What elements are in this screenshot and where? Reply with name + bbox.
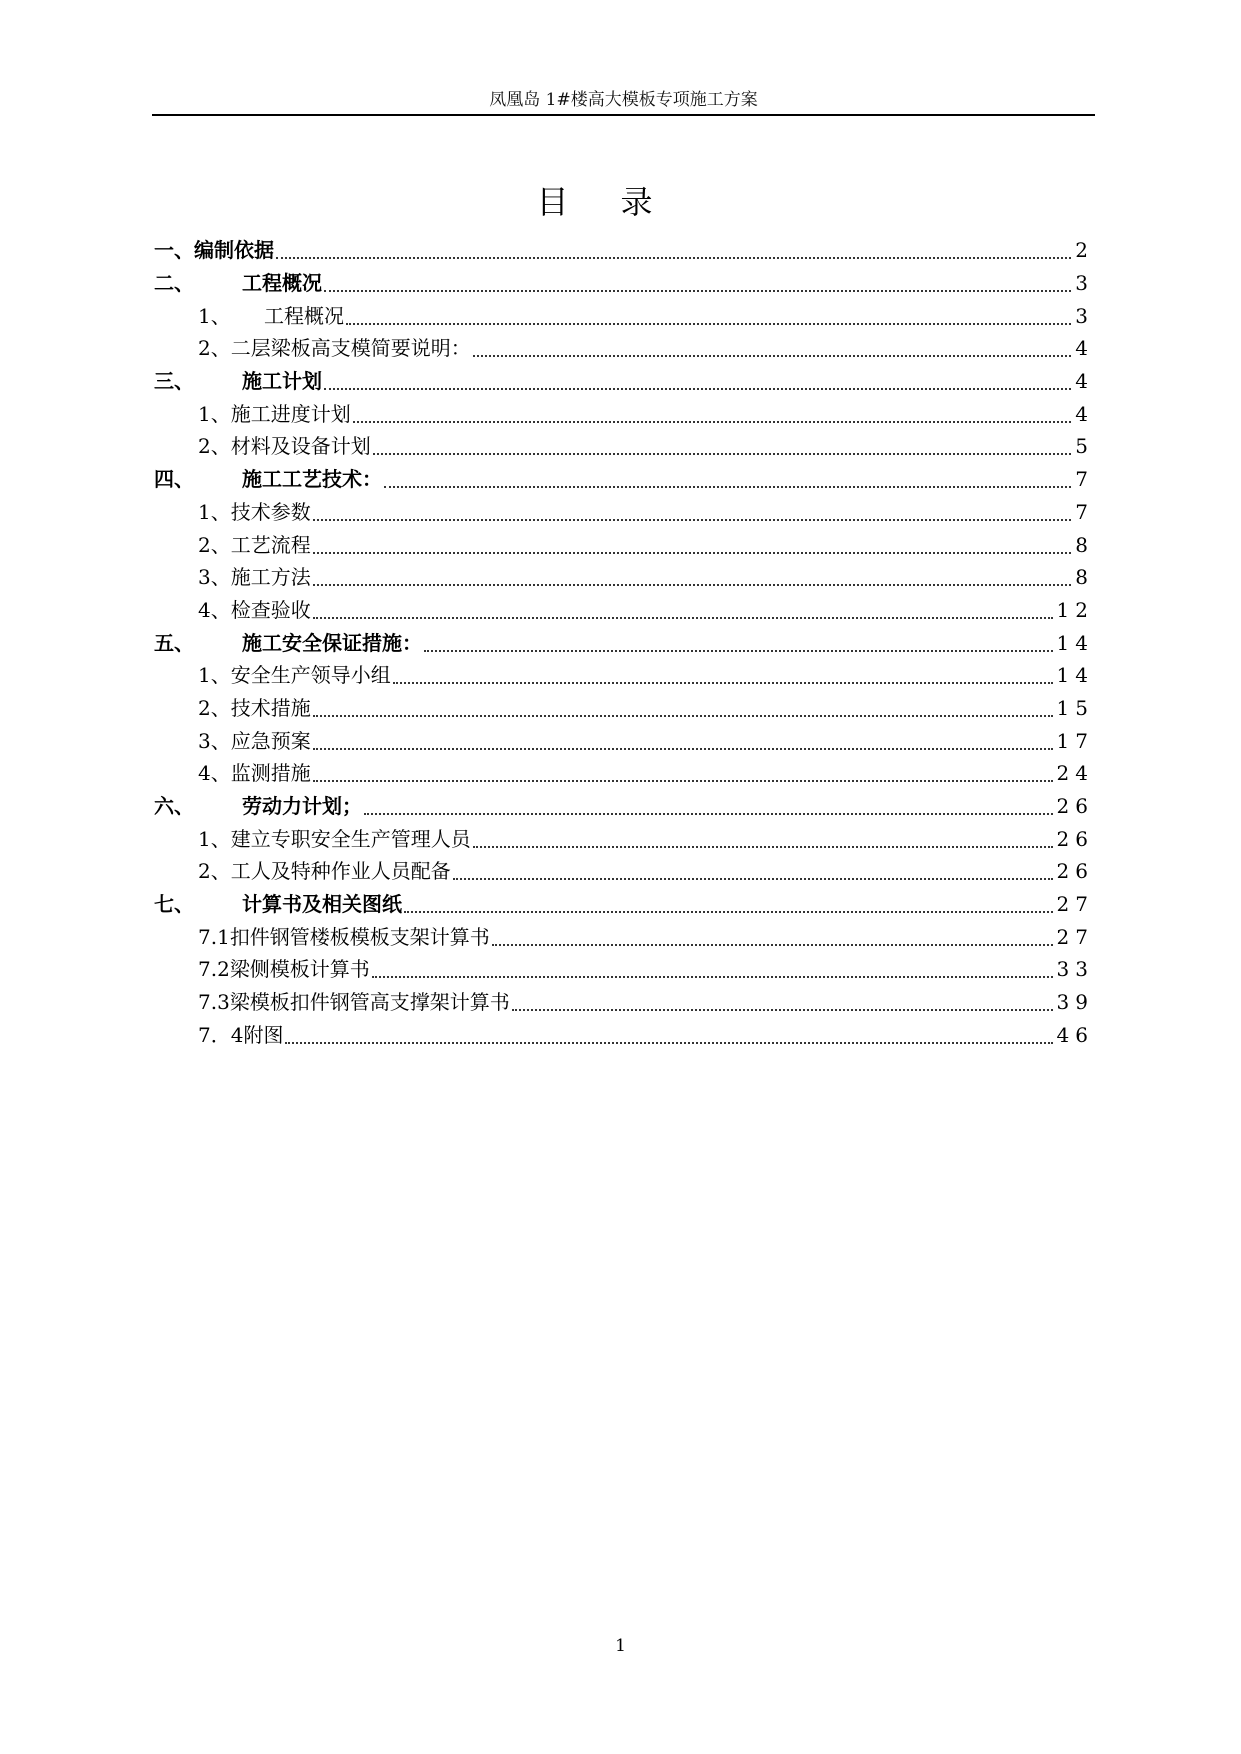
toc-entry-number: 3、 bbox=[198, 728, 231, 753]
toc-entry[interactable] bbox=[154, 626, 1094, 659]
toc-leader-dots bbox=[372, 964, 1053, 978]
toc-entry[interactable] bbox=[154, 234, 1094, 267]
toc-entry-label: 梁模板扣件钢管高支撑架计算书 bbox=[229, 990, 510, 1015]
toc-entry-number: 1、 bbox=[198, 499, 231, 524]
toc-entry-page: 27 bbox=[1056, 924, 1094, 949]
toc-entry[interactable] bbox=[154, 822, 1094, 855]
toc-entry-page: 7 bbox=[1075, 499, 1094, 524]
toc-entry[interactable] bbox=[154, 365, 1094, 398]
toc-entry[interactable] bbox=[154, 855, 1094, 888]
toc-entry-number: 4、 bbox=[198, 597, 231, 622]
toc-entry-label: 附图 bbox=[243, 1022, 284, 1047]
toc-entry[interactable] bbox=[154, 790, 1094, 823]
toc-entry-page: 46 bbox=[1056, 1022, 1094, 1047]
toc-leader-dots bbox=[424, 638, 1053, 652]
toc-leader-dots bbox=[384, 474, 1071, 488]
toc-entry-page: 4 bbox=[1075, 336, 1094, 361]
toc-entry-number: 7.2 bbox=[198, 957, 230, 982]
toc-leader-dots bbox=[473, 343, 1072, 357]
toc-entry[interactable] bbox=[154, 953, 1094, 986]
toc-leader-dots bbox=[404, 899, 1053, 913]
toc-entry-label: 安全生产领导小组 bbox=[230, 663, 391, 688]
toc-entry-page: 4 bbox=[1075, 401, 1094, 426]
toc-entry-page: 4 bbox=[1075, 369, 1094, 394]
toc-entry-label: 工艺流程 bbox=[230, 532, 311, 557]
header-rule bbox=[152, 114, 1095, 116]
toc-entry-label: 监测措施 bbox=[230, 761, 311, 786]
toc-entry[interactable] bbox=[154, 267, 1094, 300]
toc-entry-label: 工程概况 bbox=[264, 303, 344, 328]
toc-entry[interactable] bbox=[154, 692, 1094, 725]
toc-entry-page: 3 bbox=[1075, 303, 1094, 328]
toc-entry-label: 施工安全保证措施： bbox=[242, 630, 422, 655]
toc-entry[interactable] bbox=[154, 397, 1094, 430]
toc-leader-dots bbox=[313, 540, 1072, 554]
toc-entry-number: 2、 bbox=[198, 859, 231, 884]
toc-entry[interactable] bbox=[154, 430, 1094, 463]
toc-entry[interactable] bbox=[154, 888, 1094, 921]
toc-leader-dots bbox=[492, 932, 1053, 946]
toc-entry-page: 8 bbox=[1075, 532, 1094, 557]
toc-entry[interactable] bbox=[154, 920, 1094, 953]
toc-entry-page: 7 bbox=[1075, 467, 1094, 492]
toc-entry[interactable] bbox=[154, 299, 1094, 332]
toc-entry[interactable] bbox=[154, 561, 1094, 594]
toc-entry[interactable] bbox=[154, 463, 1094, 496]
toc-entry-page: 2 bbox=[1075, 238, 1094, 263]
toc-entry[interactable] bbox=[154, 496, 1094, 529]
toc-entry-number: 四、 bbox=[154, 467, 194, 492]
toc-leader-dots bbox=[373, 441, 1072, 455]
toc-leader-dots bbox=[285, 1030, 1052, 1044]
toc-entry-number: 2、 bbox=[198, 336, 231, 361]
toc-entry-label: 施工进度计划 bbox=[230, 401, 351, 426]
toc-entry-page: 27 bbox=[1056, 892, 1094, 917]
toc-leader-dots bbox=[313, 507, 1072, 521]
toc-entry-number: 7.3 bbox=[198, 990, 230, 1015]
toc-leader-dots bbox=[473, 834, 1053, 848]
toc-entry-number: 2、 bbox=[198, 532, 231, 557]
toc-leader-dots bbox=[324, 376, 1071, 390]
toc-entry-label: 劳动力计划； bbox=[242, 794, 362, 819]
toc-entry-page: 14 bbox=[1056, 630, 1094, 655]
toc-entry-label: 施工方法 bbox=[230, 565, 311, 590]
toc-entry-page: 26 bbox=[1056, 826, 1094, 851]
toc-entry-page: 17 bbox=[1056, 728, 1094, 753]
toc-entry-number: 1、 bbox=[198, 826, 231, 851]
toc-entry-number: 7.1 bbox=[198, 924, 230, 949]
toc-leader-dots bbox=[512, 997, 1053, 1011]
toc-entry-label: 工程概况 bbox=[242, 271, 322, 296]
toc-leader-dots bbox=[313, 572, 1072, 586]
toc-entry-page: 3 bbox=[1075, 271, 1094, 296]
toc-entry-number: 3、 bbox=[198, 565, 231, 590]
toc-entry-label: 梁侧模板计算书 bbox=[229, 957, 370, 982]
toc-entry-page: 14 bbox=[1056, 663, 1094, 688]
toc-entry[interactable] bbox=[154, 1019, 1094, 1052]
toc-leader-dots bbox=[324, 278, 1071, 292]
toc-entry-label: 二层梁板高支模简要说明： bbox=[230, 336, 471, 361]
toc-entry-label: 施工计划 bbox=[242, 369, 322, 394]
toc-entry-number: 2、 bbox=[198, 695, 231, 720]
toc-entry-page: 15 bbox=[1056, 695, 1094, 720]
toc-leader-dots bbox=[453, 866, 1053, 880]
toc-leader-dots bbox=[364, 801, 1053, 815]
toc-entry-page: 12 bbox=[1056, 597, 1094, 622]
toc-entry-page: 5 bbox=[1075, 434, 1094, 459]
toc-heading: 目录 bbox=[536, 183, 705, 221]
toc-entry-number: 一、 bbox=[154, 238, 194, 263]
toc-entry-page: 33 bbox=[1056, 957, 1094, 982]
toc-entry-label: 计算书及相关图纸 bbox=[242, 892, 402, 917]
toc-entry-number: 七、 bbox=[154, 892, 194, 917]
toc-entry-number: 1、 bbox=[198, 401, 231, 426]
toc-leader-dots bbox=[313, 736, 1053, 750]
toc-entry-number: 五、 bbox=[154, 630, 194, 655]
toc-entry-label: 技术参数 bbox=[230, 499, 311, 524]
toc-entry-label: 检查验收 bbox=[230, 597, 311, 622]
toc-entry[interactable] bbox=[154, 724, 1094, 757]
toc-entry-number: 1、 bbox=[198, 303, 231, 328]
toc-leader-dots bbox=[313, 703, 1053, 717]
toc-entry[interactable] bbox=[154, 986, 1094, 1019]
toc-entry-page: 39 bbox=[1056, 990, 1094, 1015]
toc-leader-dots bbox=[276, 245, 1071, 259]
toc-entry-number: 2、 bbox=[198, 434, 231, 459]
toc-entry[interactable] bbox=[154, 332, 1094, 365]
toc-entry[interactable] bbox=[154, 659, 1094, 692]
toc-leader-dots bbox=[313, 605, 1053, 619]
table-of-contents bbox=[154, 234, 1094, 1051]
toc-entry[interactable] bbox=[154, 757, 1094, 790]
toc-entry-page: 26 bbox=[1056, 794, 1094, 819]
toc-entry-label: 工人及特种作业人员配备 bbox=[230, 859, 451, 884]
toc-entry-label: 编制依据 bbox=[194, 238, 274, 263]
toc-entry-page: 26 bbox=[1056, 859, 1094, 884]
toc-entry-number: 三、 bbox=[154, 369, 194, 394]
toc-entry-label: 施工工艺技术： bbox=[242, 467, 382, 492]
toc-entry-label: 技术措施 bbox=[230, 695, 311, 720]
toc-entry-page: 24 bbox=[1056, 761, 1094, 786]
toc-leader-dots bbox=[346, 311, 1071, 325]
page-number: 1 bbox=[615, 1636, 626, 1656]
toc-entry-number: 1、 bbox=[198, 663, 231, 688]
toc-entry-page: 8 bbox=[1075, 565, 1094, 590]
running-header: 凤凰岛 1#楼高大模板专项施工方案 bbox=[489, 90, 758, 110]
toc-entry-number: 7．4 bbox=[198, 1022, 244, 1047]
toc-entry-number: 4、 bbox=[198, 761, 231, 786]
toc-entry-label: 建立专职安全生产管理人员 bbox=[230, 826, 471, 851]
toc-entry-label: 材料及设备计划 bbox=[230, 434, 371, 459]
toc-entry-label: 应急预案 bbox=[230, 728, 311, 753]
toc-entry[interactable] bbox=[154, 594, 1094, 627]
toc-entry-label: 扣件钢管楼板模板支架计算书 bbox=[229, 924, 490, 949]
toc-leader-dots bbox=[353, 409, 1072, 423]
toc-entry-number: 二、 bbox=[154, 271, 194, 296]
toc-entry[interactable] bbox=[154, 528, 1094, 561]
toc-entry-number: 六、 bbox=[154, 794, 194, 819]
toc-leader-dots bbox=[393, 670, 1053, 684]
toc-leader-dots bbox=[313, 768, 1053, 782]
